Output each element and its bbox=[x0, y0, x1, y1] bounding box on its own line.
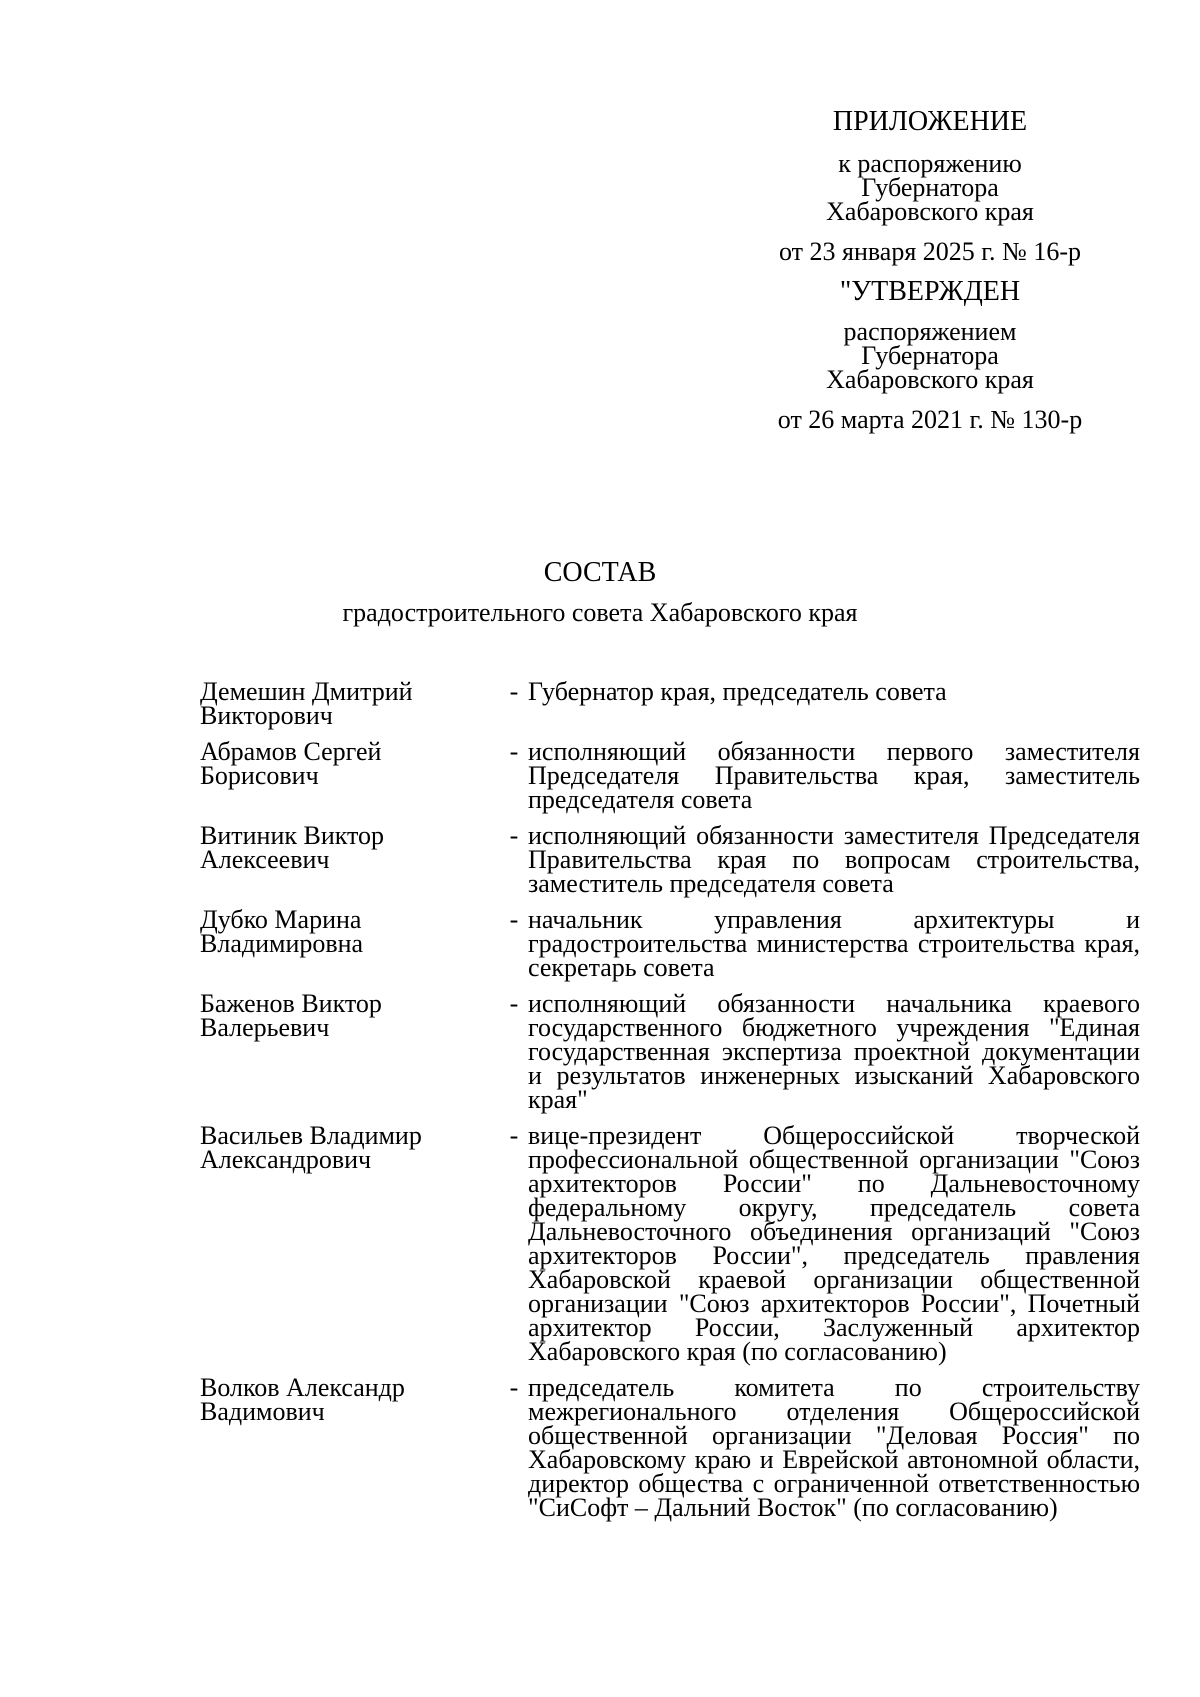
member-role: председатель комитета по строительству межрегионального отделения Общероссийской общественной организации "Деловая Россия" по Хабаровскому краю и Еврейской автономной области, директор общества с ограниченной ответственностью "СиСофт – Дальний Восток" (по согласованию) bbox=[528, 1373, 1140, 1522]
member-row bbox=[200, 1373, 1140, 1522]
member-role: исполняющий обязанности начальника краевого государственного бюджетного учреждения "Единая государственная экспертиза проектной документации и результатов инженерных изысканий Хабаровского края" bbox=[528, 989, 1140, 1114]
appendix-line: к распоряжению bbox=[838, 149, 1022, 178]
member-name: Абрамов Сергей Борисович bbox=[200, 737, 382, 790]
member-name: Васильев Владимир Александрович bbox=[200, 1121, 422, 1174]
approved-line: Губернатора bbox=[861, 341, 999, 370]
member-name: Дубко Марина Владимировна bbox=[200, 905, 364, 958]
member-role: вице-президент Общероссийской творческой профессиональной общественной организации "Союз архитекторов России" по Дальневосточному федеральному округу, председатель совета Дальневосточного объединения организаций "Союз архитекторов России", председатель правления Хабаровской краевой организации общественной организации "Союз архитекторов России", Почетный архитектор России, Заслуженный архитектор Хабаровского края (по согласованию) bbox=[528, 1121, 1140, 1366]
member-row bbox=[200, 821, 1140, 898]
member-dash: - bbox=[509, 821, 519, 850]
member-role: Губернатор края, председатель совета bbox=[528, 677, 947, 706]
member-dash: - bbox=[509, 1121, 519, 1150]
member-row bbox=[200, 989, 1140, 1114]
member-row bbox=[200, 905, 1140, 982]
approved-date: от 26 марта 2021 г. № 130-р bbox=[777, 405, 1083, 434]
approved-line: распоряжением bbox=[843, 317, 1017, 346]
member-name: Демешин Дмитрий Викторович bbox=[200, 677, 413, 730]
document-subtitle: градостроительного совета Хабаровского края bbox=[342, 598, 858, 627]
appendix-date: от 23 января 2025 г. № 16-р bbox=[778, 237, 1082, 266]
member-role: начальник управления архитектуры и градостроительства министерства строительства края, секретарь совета bbox=[528, 905, 1140, 982]
member-role: исполняющий обязанности заместителя Председателя Правительства края по вопросам строительства, заместитель председателя совета bbox=[528, 821, 1140, 898]
member-role: исполняющий обязанности первого заместителя Председателя Правительства края, заместитель председателя совета bbox=[528, 737, 1140, 814]
member-dash: - bbox=[509, 1373, 519, 1402]
member-row bbox=[200, 737, 1140, 814]
appendix-block bbox=[760, 106, 1100, 266]
document-heading bbox=[0, 556, 1200, 630]
approved-title: "УТВЕРЖДЕН bbox=[839, 276, 1021, 307]
members-list bbox=[200, 677, 1140, 1532]
member-name: Витиник Виктор Алексеевич bbox=[200, 821, 385, 874]
approved-line: Хабаровского края bbox=[826, 365, 1034, 394]
member-dash: - bbox=[509, 989, 519, 1018]
approved-block bbox=[760, 276, 1100, 434]
appendix-title: ПРИЛОЖЕНИЕ bbox=[832, 106, 1028, 137]
member-row bbox=[200, 1121, 1140, 1366]
appendix-line: Хабаровского края bbox=[826, 197, 1034, 226]
member-name: Баженов Виктор Валерьевич bbox=[200, 989, 382, 1042]
member-row bbox=[200, 677, 1140, 730]
member-dash: - bbox=[509, 677, 519, 706]
member-dash: - bbox=[509, 737, 519, 766]
member-name: Волков Александр Вадимович bbox=[200, 1373, 405, 1426]
member-dash: - bbox=[509, 905, 519, 934]
document-title: СОСТАВ bbox=[543, 557, 657, 588]
appendix-line: Губернатора bbox=[861, 173, 999, 202]
